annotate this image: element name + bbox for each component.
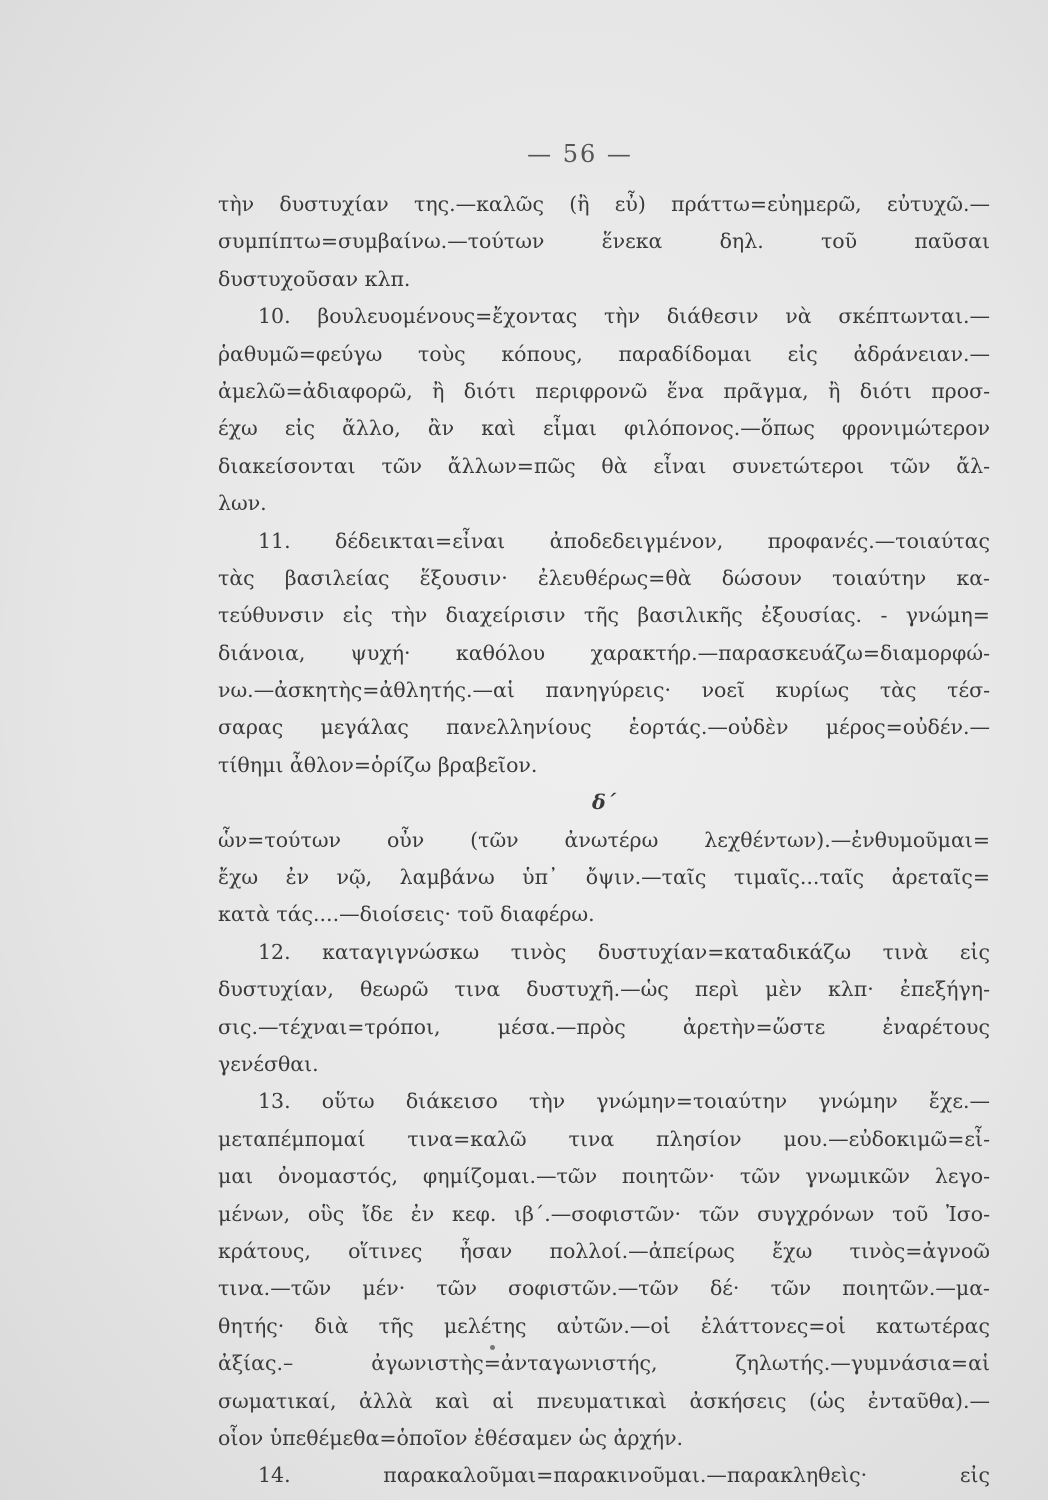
text-line: τὴν δυστυχίαν της.—καλῶς (ἢ εὖ) πράττω=εὐημερῶ, εὐτυχῶ.— xyxy=(218,192,990,216)
text-line: συμπίπτω=συμβαίνω.—τούτων ἕνεκα δηλ. τοῦ παῦσαι xyxy=(218,229,990,254)
text-line: διακείσονται τῶν ἄλλων=πῶς θὰ εἶναι συνετώτεροι τῶν ἄλ- xyxy=(218,453,990,478)
text-line: τινα.—τῶν μέν· τῶν σοφιστῶν.—τῶν δέ· τῶν ποιητῶν.—μα- xyxy=(218,1276,990,1301)
page-number: — 56 — xyxy=(527,140,633,168)
text-line: μαι ὀνομαστός, φημίζομαι.—τῶν ποιητῶν· τῶν γνωμικῶν λεγο- xyxy=(218,1164,990,1189)
text-line: ὧν=τούτων οὖν (τῶν ἀνωτέρω λεχθέντων).—ἐνθυμοῦμαι= xyxy=(218,827,990,852)
dust-speck xyxy=(490,1345,495,1350)
text-line: δυστυχίαν, θεωρῶ τινα δυστυχῆ.—ὡς περὶ μὲν κλπ· ἐπεξήγη- xyxy=(218,977,990,1002)
text-line: τὰς βασιλείας ἕξουσιν· ἐλευθέρως=θὰ δώσουν τοιαύτην κα- xyxy=(218,565,990,590)
text-line: νω.—ἀσκητὴς=ἀθλητής.—αἱ πανηγύρεις· νοεῖ κυρίως τὰς τέσ- xyxy=(218,678,990,703)
text-line: θητής· διὰ τῆς μελέτης αὐτῶν.—οἱ ἐλάττονες=οἱ κατωτέρας xyxy=(218,1313,990,1338)
text-line: τεύθυνσιν εἰς τὴν διαχείρισιν τῆς βασιλικῆς ἐξουσίας. - γνώμη= xyxy=(218,603,990,628)
text-line: ῥαθυμῶ=φεύγω τοὺς κόπους, παραδίδομαι εἰς ἀδράνειαν.— xyxy=(218,341,990,366)
text-line: ἀμελῶ=ἀδιαφορῶ, ἢ διότι περιφρονῶ ἕνα πρᾶγμα, ἢ διότι προσ- xyxy=(218,378,990,403)
text-line: σαρας μεγάλας πανελληνίους ἑορτάς.—οὐδὲν μέρος=οὐδέν.— xyxy=(218,715,990,740)
text-line: κράτους, οἵτινες ἦσαν πολλοί.—ἀπείρως ἔχω τινὸς=ἀγνοῶ xyxy=(218,1238,990,1263)
text-line: δυστυχοῦσαν κλπ. xyxy=(218,266,411,291)
text-line: σις.—τέχναι=τρόποι, μέσα.—πρὸς ἀρετὴν=ὥστε ἐναρέτους xyxy=(218,1014,990,1039)
text-line: λων. xyxy=(218,491,267,516)
text-line: έχω εἰς ἄλλο, ἂν καὶ εἶμαι φιλόπονος.—ὅπως φρονιμώτερον xyxy=(218,416,990,441)
text-line: σωματικαί, ἀλλὰ καὶ αἱ πνευματικαὶ ἀσκήσεις (ὡς ἐνταῦθα).— xyxy=(218,1388,990,1413)
text-line: ἔχω ἐν νῷ, λαμβάνω ὑπ᾽ ὄψιν.—ταῖς τιμαῖς...ταῖς ἀρεταῖς= xyxy=(218,865,990,890)
body-text xyxy=(218,186,990,1495)
text-line: οἷον ὑπεθέμεθα=ὁποῖον ἐθέσαμεν ὡς ἀρχήν. xyxy=(218,1425,684,1450)
text-line: 13. οὕτω διάκεισο τὴν γνώμην=τοιαύτην γνώμην ἔχε.— xyxy=(258,1089,990,1114)
text-line: ἀξίας.– ἀγωνιστὴς=ἀνταγωνιστής, ζηλωτής.—γυμνάσια=αἱ xyxy=(218,1351,990,1376)
text-line: 10. βουλευομένους=ἔχοντας τὴν διάθεσιν νὰ σκέπτωνται.— xyxy=(258,304,990,329)
text-line: τίθημι ἆθλον=ὁρίζω βραβεῖον. xyxy=(218,752,538,777)
text-line: 14. παρακαλοῦμαι=παρακινοῦμαι.—παρακληθεὶς· εἰς xyxy=(258,1463,990,1488)
text-line: μένων, οὓς ἴδε ἐν κεφ. ιβ΄.—σοφιστῶν· τῶν συγχρόνων τοῦ Ἰσο- xyxy=(218,1201,990,1226)
text-line: γενέσθαι. xyxy=(218,1051,319,1076)
text-line: 12. καταγιγνώσκω τινὸς δυστυχίαν=καταδικάζω τινὰ εἰς xyxy=(258,939,990,964)
text-line: δ΄ xyxy=(592,790,616,815)
text-line: διάνοια, ψυχή· καθόλου χαρακτήρ.—παρασκευάζω=διαμορφώ- xyxy=(218,640,990,665)
text-line: 11. δέδεικται=εἶναι ἀποδεδειγμένον, προφανές.—τοιαύτας xyxy=(258,528,990,553)
text-line: κατὰ τάς....—διοίσεις· τοῦ διαφέρω. xyxy=(218,902,595,927)
text-line: μεταπέμπομαί τινα=καλῶ τινα πλησίον μου.—εὐδοκιμῶ=εἶ- xyxy=(218,1126,990,1151)
